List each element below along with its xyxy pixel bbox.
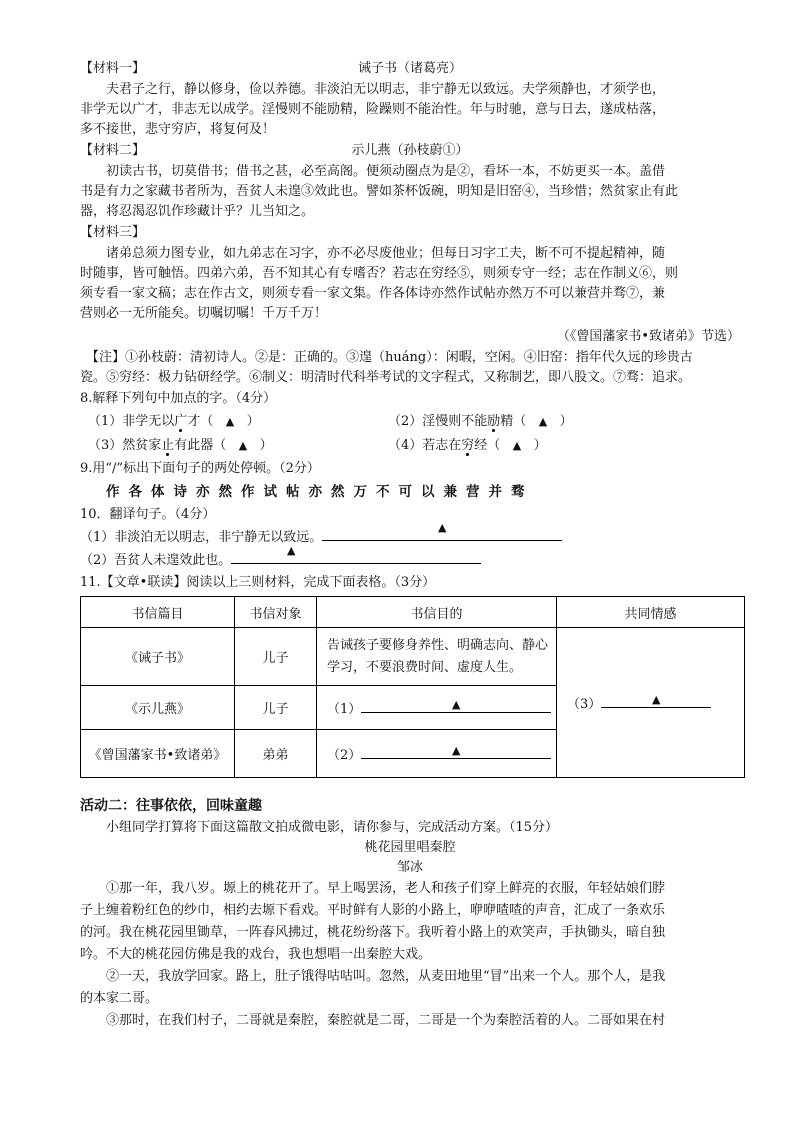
letter-target: 弟弟 [235, 730, 317, 778]
item-text: （4）若志在 [388, 438, 462, 453]
question-11-stem: 11.【文章•联读】阅读以上三则材料，完成下面表格。（3分） [80, 575, 436, 590]
answer-blank[interactable] [322, 521, 562, 541]
letter-purpose-cell [317, 730, 557, 778]
letter-title: 《曾国藩家书•致诸弟》 [81, 730, 235, 778]
question-10-stem: 10．翻译句子。（4分） [80, 507, 216, 522]
table-header: 书信篇目 [81, 597, 235, 628]
question-8-row [80, 410, 740, 434]
dotted-char: 止 [161, 438, 175, 453]
annotation-notes [80, 348, 740, 388]
note-line: 【注】①孙枝蔚：清初诗人。②是：正确的。③遑（huáng）：闲暇，空闲。④旧窑：指年代久远的珍贵古 [86, 350, 693, 365]
item-text: （1）非学无以 [88, 414, 175, 429]
material-2-line: 书是有力之家藏书者所为，吾贫人未遑③效此也。譬如茶杯饭碗，明知是旧窑④，当珍惜；然贫家止有此 [80, 184, 679, 199]
answer-blank[interactable] [601, 693, 711, 708]
item-label: （3） [567, 697, 602, 712]
answer-triangle-icon: ▲ [287, 544, 296, 557]
story-text [80, 878, 740, 1032]
material-1-line: 多不接世，悲守穷庐，将复何及！ [80, 122, 276, 137]
question-8-stem: 8.解释下列句中加点的字。（4分） [80, 391, 277, 406]
letter-title: 《诫子书》 [81, 628, 235, 686]
answer-triangle-icon: ▲ [452, 744, 461, 757]
question-10-item-2 [80, 544, 740, 572]
material-2-title: 示儿燕（孙枝蔚①） [351, 143, 469, 158]
material-3-source: （《曾国藩家书•致诸弟》节选） [556, 329, 740, 344]
item-text: 才（ [187, 414, 214, 429]
answer-blank[interactable] [361, 744, 551, 759]
letter-target: 儿子 [235, 628, 317, 686]
story-title: 桃花园里唱秦腔 [364, 840, 456, 855]
story-line: ③那时，在我们村子，二哥就是秦腔，秦腔就是二哥，二哥是一个为秦腔活着的人。二哥如果在村 [106, 1013, 666, 1028]
close-paren: ） [246, 414, 260, 429]
answer-triangle-icon: ▲ [652, 693, 661, 706]
story-line: ①那一年，我八岁。塬上的桃花开了。早上喝罢汤，老人和孩子们穿上鲜亮的衣服，年轻姑娘们脖 [106, 881, 666, 896]
material-2-line: 器，将忍渴忍饥作珍藏计乎？儿当知之。 [80, 204, 315, 219]
table-header: 书信对象 [235, 597, 317, 628]
material-1-header [80, 58, 740, 80]
table-header: 共同情感 [557, 597, 745, 628]
dotted-char: 广 [174, 414, 188, 429]
letters-table [80, 596, 745, 778]
answer-blank[interactable] [231, 544, 481, 564]
common-emotion-cell [557, 628, 745, 778]
answer-triangle-icon[interactable]: ▲ [512, 439, 522, 452]
item-text: 精（ [500, 414, 527, 429]
item-label: （1） [327, 702, 362, 717]
item-text: （2）淫慢则不能 [388, 414, 488, 429]
note-line: 瓷。⑤穷经：极力钻研经学。⑥制义：明清时代科举考试的文字程式，又称制艺，即八股文。⑦骛：追求。 [80, 370, 692, 385]
question-8-item-1 [80, 410, 348, 434]
material-3-header [80, 222, 740, 244]
story-line: 的本家二哥。 [80, 991, 159, 1006]
answer-triangle-icon: ▲ [438, 521, 447, 534]
material-3-line: 诸弟总须力图专业，如九弟志在习字，亦不必尽废他业；但每日习字工夫，断不可不提起精神，随 [106, 246, 666, 261]
activity-2-intro: 小组同学打算将下面这篇散文拍成微电影，请你参与，完成活动方案。（15分） [106, 820, 559, 835]
item-text: 有此器（ [174, 438, 227, 453]
letter-purpose-cell [317, 686, 557, 730]
material-2-line: 初读古书，切莫借书；借书之甚，必至高阁。便须动圈点为是②，看坏一本，不妨更买一本。盖借 [106, 164, 666, 179]
table-header: 书信目的 [317, 597, 557, 628]
answer-triangle-icon[interactable]: ▲ [238, 439, 248, 452]
material-1-line: 非学无以广才，非志无以成学。淫慢则不能励精，险躁则不能治性。年与时驰，意与日去，遂成枯落， [80, 102, 666, 117]
dotted-char: 励 [487, 414, 501, 429]
close-paren: ） [559, 414, 573, 429]
letter-target: 儿子 [235, 686, 317, 730]
material-1-text [80, 80, 740, 140]
item-text: （2）吾贫人未遑效此也。 [80, 553, 232, 568]
answer-blank[interactable] [361, 698, 551, 713]
material-3-line: 须专看一家文稿；志在作古文，则须专看一家文集。作各体诗亦然作试帖亦然万不可以兼营并骛⑦，兼 [80, 286, 666, 301]
material-2-header [80, 140, 740, 162]
material-3-line: 时随事，皆可触悟。四弟六弟，吾不知其心有专嗜否？若志在穷经⑤，则须专守一经；志在作制义⑥，则 [80, 266, 679, 281]
question-8-item-4 [348, 434, 648, 458]
material-3-label: 【材料三】 [80, 225, 146, 240]
story-author: 邹冰 [396, 860, 423, 875]
letter-purpose: 告诫孩子要修身养性、明确志向、静心学习，不要浪费时间、虚度人生。 [317, 628, 557, 686]
item-label: （2） [327, 748, 362, 763]
letter-title: 《示儿燕》 [81, 686, 235, 730]
material-2-text [80, 162, 740, 222]
question-8-item-2 [348, 410, 648, 434]
dotted-char: 穷 [461, 438, 475, 453]
table-header-row [81, 597, 745, 628]
item-text: 经（ [474, 438, 501, 453]
exam-page [80, 58, 740, 1032]
answer-triangle-icon[interactable]: ▲ [538, 415, 548, 428]
question-9-sentence[interactable]: 作各体诗亦然作试帖亦然万不可以兼营并骛 [106, 484, 534, 500]
close-paren: ） [533, 438, 547, 453]
material-3-text [80, 244, 740, 324]
activity-2-title: 活动二：往事依依，回味童趣 [80, 798, 262, 814]
story-line: 的河。我在桃花园里锄草，一阵春风拂过，桃花纷纷落下。我听着小路上的欢笑声，手执锄头，暗自独 [80, 925, 666, 940]
table-row [81, 628, 745, 686]
material-1-title: 诫子书（诸葛亮） [357, 61, 462, 76]
question-9-stem: 9.用“/”标出下面句子的两处停顿。（2分） [80, 461, 320, 476]
item-text: （1）非淡泊无以明志，非宁静无以致远。 [80, 530, 323, 545]
material-2-label: 【材料二】 [80, 143, 146, 158]
answer-triangle-icon[interactable]: ▲ [225, 415, 235, 428]
close-paren: ） [259, 438, 273, 453]
material-1-label: 【材料一】 [80, 61, 146, 76]
material-3-line: 营则必一无所能矣。切嘱切嘱！千万千万！ [80, 306, 328, 321]
material-1-line: 夫君子之行，静以修身，俭以养德。非淡泊无以明志，非宁静无以致远。夫学须静也，才须学也， [106, 82, 666, 97]
story-line: 子上缠着粉红色的纱巾，相约去塬下看戏。平时鲜有人影的小路上，咿咿喳喳的声音，汇成了一条欢乐 [80, 903, 666, 918]
answer-triangle-icon: ▲ [452, 698, 461, 711]
item-text: （3）然贫家 [88, 438, 162, 453]
question-8-row [80, 434, 740, 458]
story-line: ②一天，我放学回家。路上，肚子饿得咕咕叫。忽然，从麦田地里“冒”出来一个人。那个人，是我 [106, 969, 666, 984]
question-8-item-3 [80, 434, 348, 458]
story-line: 吟。不大的桃花园仿佛是我的戏台，我也想唱一出秦腔大戏。 [80, 947, 432, 962]
